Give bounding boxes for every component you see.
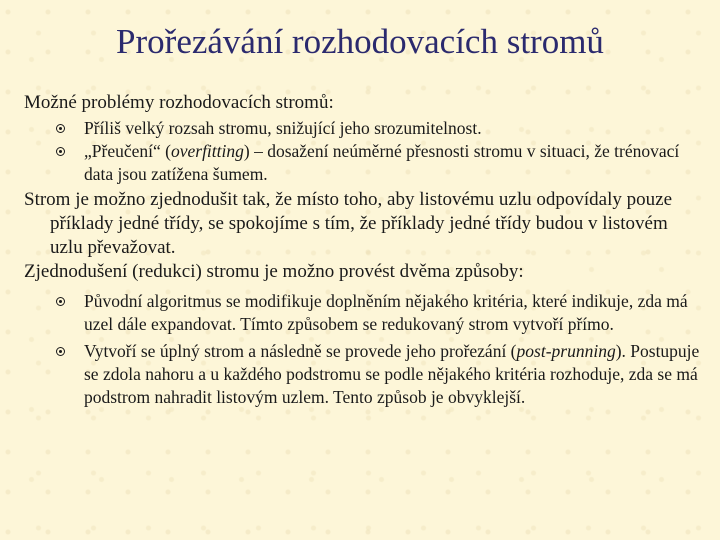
slide-title: Prořezávání rozhodovacích stromů <box>116 22 604 61</box>
list-item-text: Příliš velký rozsah stromu, snižující jeho srozumitelnost. <box>84 118 482 138</box>
slide-content <box>24 91 704 409</box>
bullet-icon <box>56 297 65 306</box>
paragraph-simplification: Strom je možno zjednodušit tak, že místo toho, aby listovému uzlu odpovídaly pouze příklady jedné třídy, se spokojíme s tím, že příklady jedné třídy budou v listovém uzlu převažovat. <box>24 189 673 258</box>
list-item-text: Původní algoritmus se modifikuje doplněním nějakého kritéria, které indikuje, zda má uzel dále expandovat. Tímto způsobem se redukovaný strom vytvoří přímo. <box>84 291 688 334</box>
list-item-text-em: post-prunning <box>516 341 616 361</box>
list-item-text-post: ) – dosažení neúměrné přesnosti stromu v situaci, že trénovací data jsou zatížena šumem. <box>84 141 680 184</box>
bullet-icon <box>56 124 65 133</box>
list-item <box>24 117 704 140</box>
methods-list <box>24 290 704 409</box>
problems-list <box>24 117 704 186</box>
bullet-icon <box>56 347 65 356</box>
intro-text: Možné problémy rozhodovacích stromů: <box>24 92 334 113</box>
list-item-text-em: overfitting <box>170 141 244 161</box>
list-item <box>24 140 704 186</box>
list-item-text-post: ). Postupuje se zdola nahoru a u každého podstromu se podle nějakého kritéria rozhoduje, zda se má podstrom nahradit listovým uzlem. Tento způsob je obvyklejší. <box>84 341 700 407</box>
list-item-text-pre: „Přeučení“ ( <box>84 141 171 161</box>
list-item <box>24 340 704 409</box>
list-item <box>24 290 704 336</box>
paragraph-methods-intro: Zjednodušení (redukci) stromu je možno provést dvěma způsoby: <box>24 261 524 282</box>
bullet-icon <box>56 147 65 156</box>
list-item-text-pre: Vytvoří se úplný strom a následně se provede jeho prořezání ( <box>84 341 517 361</box>
